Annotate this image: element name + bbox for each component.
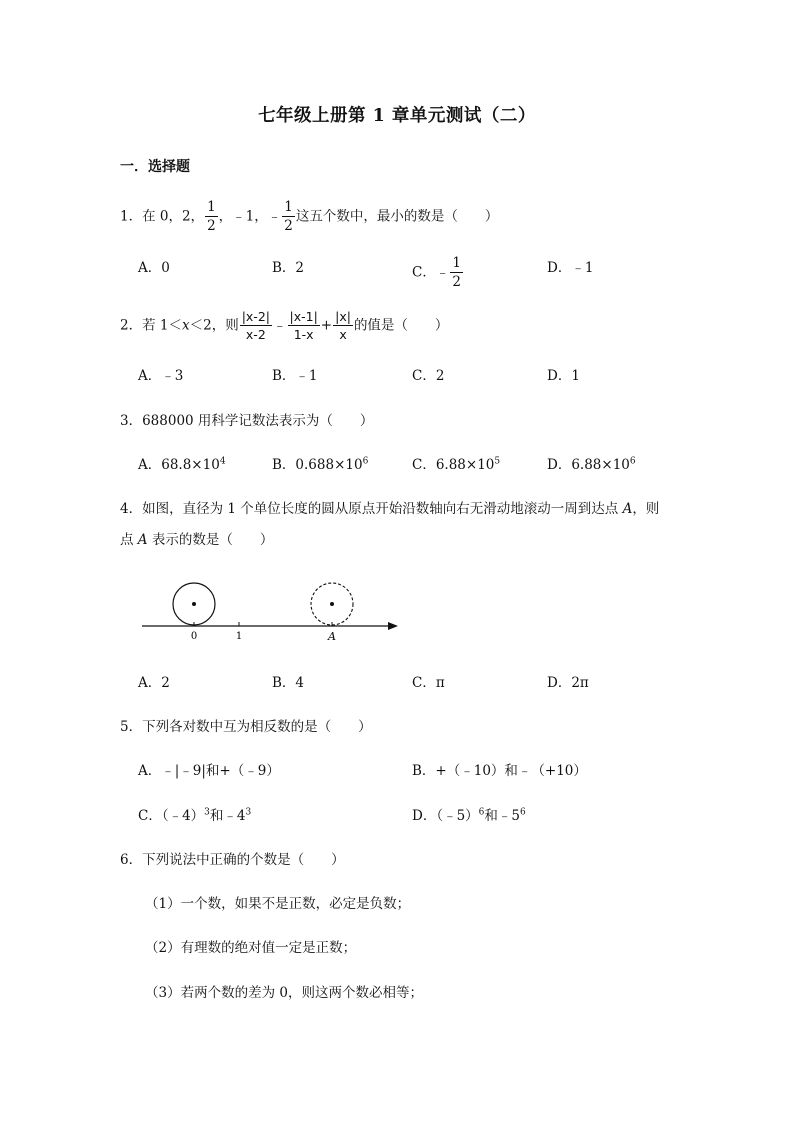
- fraction-numerator: 1: [284, 199, 293, 215]
- fraction-numerator: |x-1|: [289, 309, 318, 324]
- q5-option-c-rest: 和﹣4: [209, 808, 246, 824]
- q5-option-c-base: C．（﹣4）: [138, 808, 205, 824]
- fraction-one-half: [205, 200, 218, 234]
- number-line-figure: [136, 578, 406, 648]
- q1-text-b: ，﹣1，: [218, 208, 268, 225]
- question-1-stem: [120, 200, 498, 234]
- q2-option-b: B．﹣1: [272, 368, 318, 384]
- q1-option-a: A．0: [138, 260, 170, 276]
- question-3-stem: 3．688000 用科学记数法表示为（ ）: [120, 413, 374, 429]
- q2-text-a: 2．若 1＜: [120, 317, 182, 334]
- q4-option-d: D．2π: [547, 675, 589, 691]
- exponent: 4: [219, 456, 226, 467]
- q3-option-c-base: C．6.88×10: [412, 457, 495, 473]
- q2-operator-minus: ﹣: [273, 317, 287, 334]
- q6-statement-3: （3）若两个数的差为 0，则这两个数必相等；: [145, 985, 423, 1001]
- q4-text-c: 点: [120, 532, 138, 548]
- q1-neg-sign: ﹣: [267, 208, 282, 225]
- exponent: 6: [629, 456, 636, 467]
- q6-statement-1: （1）一个数，如果不是正数，必定是负数；: [145, 896, 411, 912]
- exponent: 3: [245, 807, 252, 818]
- section-heading: 一．选择题: [120, 159, 190, 175]
- question-4-line-2: [120, 534, 273, 548]
- question-5-stem: 5．下列各对数中互为相反数的是（ ）: [120, 719, 372, 735]
- q2-operator-plus: +: [320, 317, 333, 334]
- q1-option-c-prefix: C．﹣: [412, 264, 450, 281]
- circle-center-dot: [330, 602, 334, 606]
- q1-option-b: B．2: [272, 260, 305, 276]
- fraction-denominator: 2: [284, 217, 293, 234]
- fraction-numerator: |x|: [335, 309, 351, 324]
- fraction-denominator: 2: [207, 217, 216, 234]
- exponent: 5: [494, 456, 501, 467]
- q2-option-a: A．﹣3: [138, 368, 184, 384]
- q3-option-d: [547, 456, 636, 473]
- q5-option-b: B．+（﹣10）和﹣（+10）: [412, 763, 587, 779]
- q1-option-c: [412, 256, 464, 290]
- q6-statement-2: （2）有理数的绝对值一定是正数；: [145, 940, 357, 956]
- point-a-label: A: [137, 532, 148, 548]
- q1-option-d: D．﹣1: [547, 260, 594, 276]
- exponent: 6: [362, 456, 369, 467]
- exponent: 6: [520, 807, 526, 818]
- axis-arrow-icon: [388, 622, 398, 630]
- question-6-stem: 6．下列说法中正确的个数是（ ）: [120, 852, 345, 868]
- question-4-line-1: [120, 503, 659, 517]
- q3-option-a-base: A．68.8×10: [138, 457, 220, 473]
- fraction-abs-x-minus-2: [240, 310, 272, 342]
- q2-text-b: ＜2，则: [189, 317, 239, 334]
- q3-option-d-base: D．6.88×10: [547, 457, 630, 473]
- circle-center-dot: [192, 602, 196, 606]
- fraction-denominator: x-2: [245, 326, 266, 342]
- fraction-denominator: 1-x: [293, 326, 314, 342]
- q1-text-c: 这五个数中，最小的数是（ ）: [295, 208, 499, 225]
- q5-option-c: [138, 807, 252, 824]
- q4-option-c: C．π: [412, 675, 445, 691]
- q4-text-a: 4．如图，直径为 1 个单位长度的圆从原点开始沿数轴向右无滑动地滚动一周到达点: [120, 501, 623, 517]
- fraction-neg-one-half: [282, 200, 295, 234]
- q4-option-a: A．2: [138, 675, 170, 691]
- fraction-denominator: 2: [452, 273, 461, 290]
- question-2-stem: [120, 310, 448, 342]
- fraction-numerator: 1: [452, 255, 461, 271]
- q5-option-d-rest: 和﹣5: [484, 808, 520, 824]
- q3-option-c: [412, 456, 501, 473]
- fraction-numerator: 1: [207, 199, 216, 215]
- page-title: 七年级上册第 1 章单元测试（二）: [258, 106, 536, 126]
- exponent: 3: [204, 807, 210, 818]
- q2-option-d: D．1: [547, 368, 580, 384]
- q4-text-b: ，则: [632, 501, 660, 517]
- label-a: A: [328, 630, 336, 643]
- label-one: 1: [235, 631, 243, 642]
- fraction-neg-one-half: [450, 256, 463, 290]
- q3-option-b: [272, 456, 369, 473]
- variable-x: x: [181, 317, 190, 334]
- q2-text-c: 的值是（ ）: [353, 317, 449, 334]
- q3-option-b-base: B．0.688×10: [272, 457, 363, 473]
- q2-option-c: C．2: [412, 368, 445, 384]
- point-a-label: A: [622, 501, 633, 517]
- fraction-numerator: |x-2|: [241, 309, 270, 324]
- q4-option-b: B．4: [272, 675, 305, 691]
- fraction-abs-x-over-x: [333, 310, 353, 342]
- q4-text-d: 表示的数是（ ）: [147, 532, 274, 548]
- label-zero: 0: [190, 631, 198, 642]
- fraction-abs-x-minus-1: [288, 310, 320, 342]
- fraction-denominator: x: [339, 326, 347, 342]
- q5-option-a: A．﹣|﹣9|和+（﹣9）: [138, 763, 280, 779]
- q1-text-a: 1．在 0，2，: [120, 208, 205, 225]
- q5-option-d: [412, 807, 526, 824]
- q3-option-a: [138, 456, 226, 473]
- exponent: 6: [478, 807, 485, 818]
- q5-option-d-base: D．（﹣5）: [412, 808, 479, 824]
